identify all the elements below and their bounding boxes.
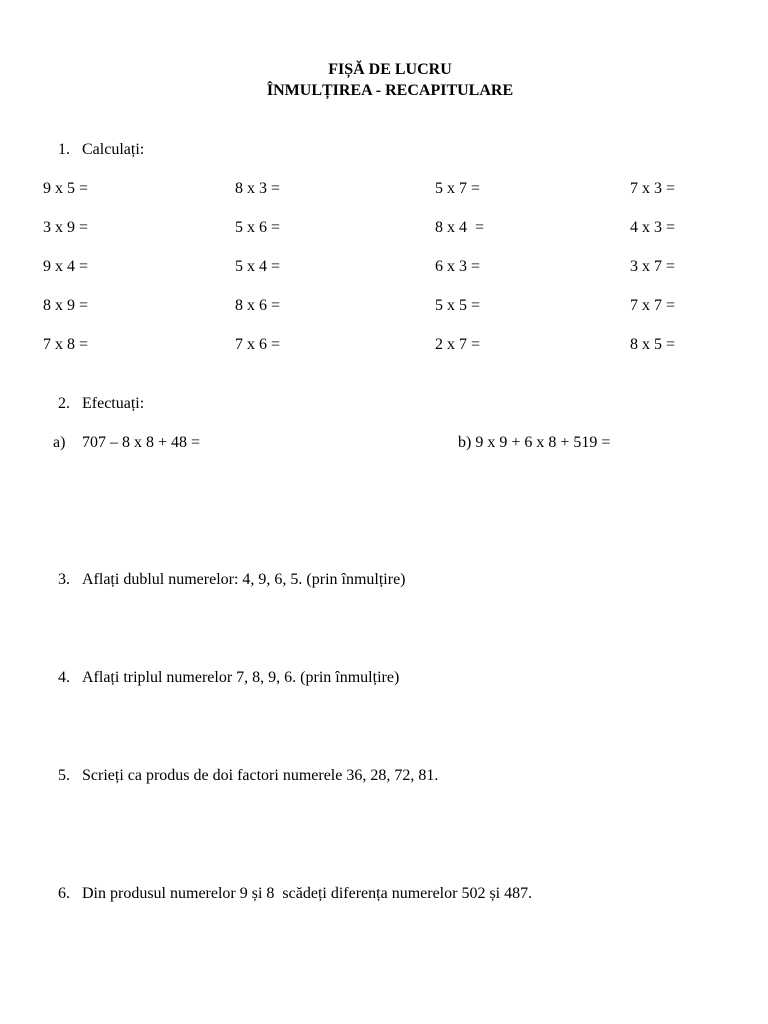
task-5-number: 5. — [58, 767, 70, 784]
exercise-cell: 7 x 6 = — [235, 336, 281, 353]
task-4-number: 4. — [58, 669, 70, 686]
exercise-cell: 7 x 7 = — [630, 297, 676, 314]
exercise-cell: 8 x 3 = — [235, 180, 281, 197]
task-5-text: Scrieți ca produs de doi factori numerele 36, 28, 72, 81. — [82, 767, 439, 784]
exercise-cell: 5 x 7 = — [435, 180, 481, 197]
task-6-text: Din produsul numerelor 9 și 8 scădeți diferența numerelor 502 și 487. — [82, 885, 533, 902]
worksheet-subtitle: ÎNMULȚIREA - RECAPITULARE — [266, 82, 514, 99]
exercise-cell: 8 x 4 = — [435, 219, 485, 236]
task-2-number: 2. — [58, 395, 70, 412]
exercise-cell: 9 x 4 = — [43, 258, 89, 275]
task-2a-expression: 707 – 8 x 8 + 48 = — [82, 434, 201, 451]
exercise-cell: 2 x 7 = — [435, 336, 481, 353]
task-1-label: Calculați: — [82, 141, 145, 158]
exercise-cell: 8 x 9 = — [43, 297, 89, 314]
exercise-cell: 3 x 9 = — [43, 219, 89, 236]
exercise-cell: 7 x 3 = — [630, 180, 676, 197]
task-6-number: 6. — [58, 885, 70, 902]
task-2a-marker: a) — [53, 434, 66, 451]
task-4-text: Aflați triplul numerelor 7, 8, 9, 6. (prin înmulțire) — [82, 669, 400, 686]
exercise-cell: 8 x 6 = — [235, 297, 281, 314]
task-2-label: Efectuați: — [82, 395, 145, 412]
task-3-number: 3. — [58, 571, 70, 588]
task-2b-expression: b) 9 x 9 + 6 x 8 + 519 = — [458, 434, 611, 451]
worksheet-title: FIȘĂ DE LUCRU — [328, 61, 452, 78]
exercise-cell: 8 x 5 = — [630, 336, 676, 353]
exercise-cell: 7 x 8 = — [43, 336, 89, 353]
task-1-number: 1. — [58, 141, 70, 158]
exercise-cell: 5 x 5 = — [435, 297, 481, 314]
exercise-cell: 6 x 3 = — [435, 258, 481, 275]
exercise-cell: 3 x 7 = — [630, 258, 676, 275]
exercise-cell: 4 x 3 = — [630, 219, 676, 236]
exercise-cell: 9 x 5 = — [43, 180, 89, 197]
exercise-cell: 5 x 4 = — [235, 258, 281, 275]
exercise-cell: 5 x 6 = — [235, 219, 281, 236]
task-3-text: Aflați dublul numerelor: 4, 9, 6, 5. (prin înmulțire) — [82, 571, 406, 588]
